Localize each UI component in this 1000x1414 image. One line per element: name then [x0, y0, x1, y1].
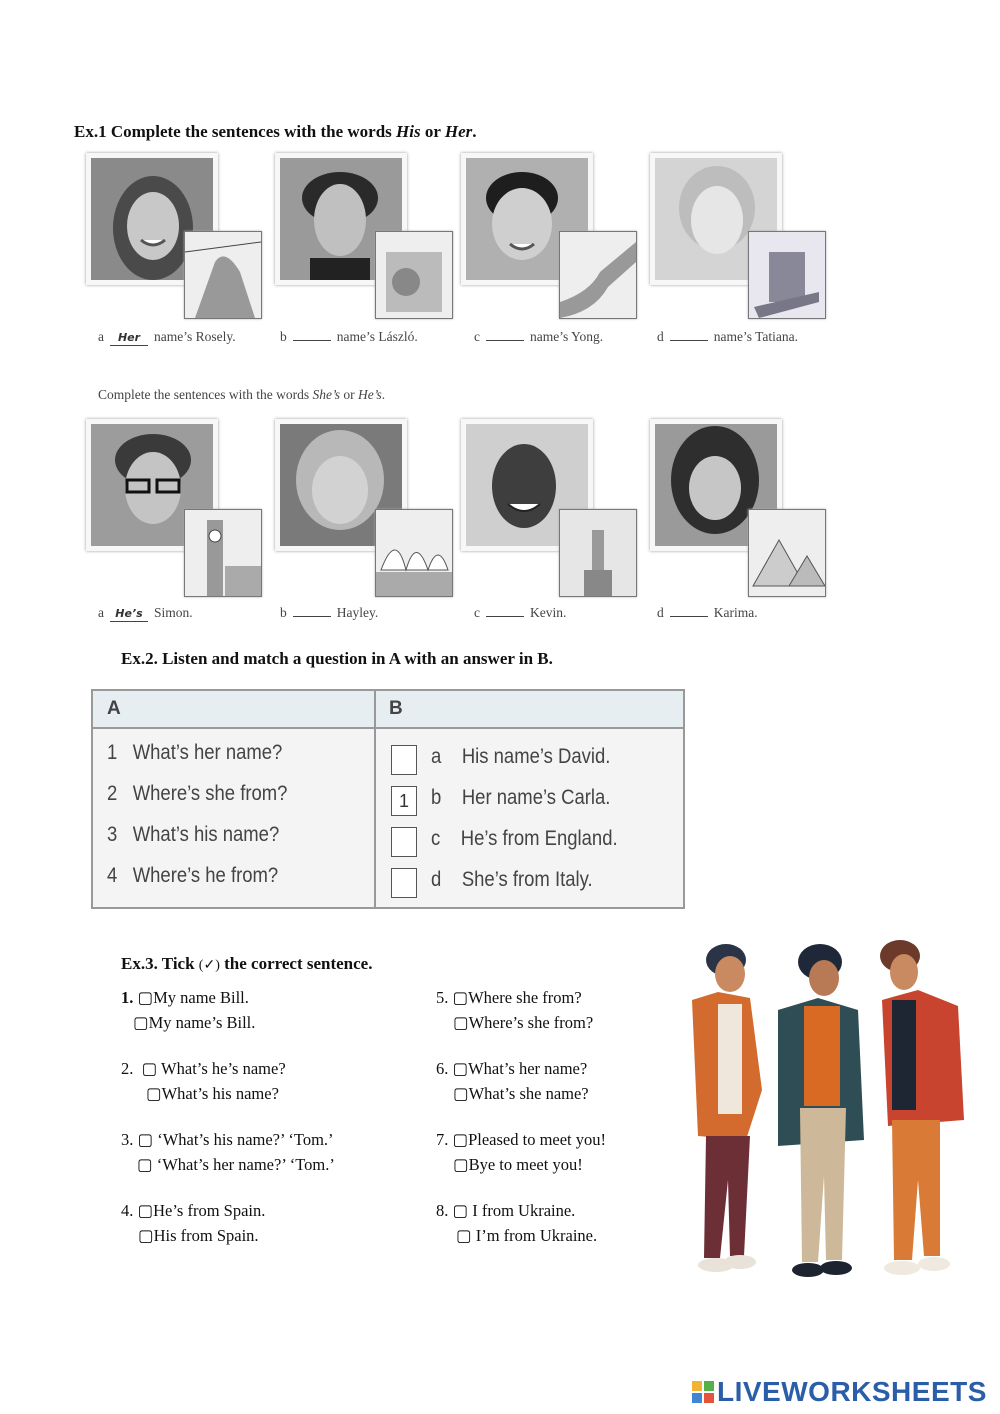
answer-2b[interactable] [293, 616, 331, 617]
sydney-opera-landmark-icon [375, 509, 453, 597]
photo-karima [650, 419, 782, 551]
answer-c: c He’s from England. [431, 827, 618, 850]
answer-box-a[interactable] [391, 745, 417, 775]
ex1-heading: Ex.1 Complete the sentences with the words His or Her. [74, 122, 477, 141]
liveworksheets-logo: LIVEWORKSHEETS [692, 1376, 987, 1408]
column-divider [374, 691, 376, 907]
caption-2a: a He’s Simon. [98, 605, 193, 620]
photo-kevin [461, 419, 593, 551]
answer-box-d[interactable] [391, 868, 417, 898]
statue-of-liberty-landmark-icon [559, 509, 637, 597]
answer-1b[interactable] [293, 340, 331, 341]
answer-a: a His name’s David. [431, 745, 611, 768]
sugarloaf-landmark-icon [184, 231, 262, 319]
ex3-item-5-option-2[interactable]: ▢Where’s she from? [453, 1013, 594, 1032]
liveworksheets-logo-icon [692, 1378, 714, 1400]
caption-1d: d name’s Tatiana. [657, 329, 799, 344]
caption-2d: d Karima. [657, 605, 758, 620]
ex3-item-6-option-1[interactable]: 6. ▢What’s her name? [436, 1059, 588, 1078]
photo-tatiana [650, 153, 782, 285]
three-friends-illustration [678, 940, 978, 1290]
big-ben-landmark-icon [184, 509, 262, 597]
ex3-item-3-option-1[interactable]: 3. ▢ ‘What’s his name?’ ‘Tom.’ [121, 1130, 334, 1149]
table-header [93, 691, 683, 729]
answer-1d[interactable] [670, 340, 708, 341]
statue-landmark-icon [748, 231, 826, 319]
column-b-label: B [389, 698, 403, 719]
photo-simon [86, 419, 218, 551]
caption-1a: a Her name’s Rosely. [98, 329, 236, 344]
ex3-item-1-option-2[interactable]: ▢My name’s Bill. [133, 1013, 256, 1032]
question-4: 4 Where’s he from? [107, 864, 279, 887]
photo-rosely [86, 153, 218, 285]
ex3-item-6-option-2[interactable]: ▢What’s she name? [453, 1084, 589, 1103]
ex3-item-5-option-1[interactable]: 5. ▢Where she from? [436, 988, 582, 1007]
ex3-item-4-option-1[interactable]: 4. ▢He’s from Spain. [121, 1201, 266, 1220]
ex3-item-1-option-1[interactable]: 1. ▢My name Bill. [121, 988, 249, 1007]
ex3-item-2-option-1[interactable]: 2. ▢ What’s he’s name? [121, 1059, 286, 1078]
ex3-item-7-option-1[interactable]: 7. ▢Pleased to meet you! [436, 1130, 607, 1149]
answer-box-b[interactable]: 1 [391, 786, 417, 816]
caption-1b: b name’s László. [280, 329, 418, 344]
answer-1c[interactable] [486, 340, 524, 341]
photo-hayley [275, 419, 407, 551]
match-table [91, 689, 685, 909]
ex3-item-4-option-2[interactable]: ▢His from Spain. [138, 1226, 259, 1245]
answer-box-c[interactable] [391, 827, 417, 857]
caption-1c: c name’s Yong. [474, 329, 604, 344]
column-a-label: A [107, 698, 121, 719]
caption-2c: c Kevin. [474, 605, 567, 620]
ex2-heading: Ex.2. Listen and match a question in A with an answer in B. [121, 649, 553, 668]
great-wall-landmark-icon [559, 231, 637, 319]
ex3-item-2-option-2[interactable]: ▢What’s his name? [146, 1084, 279, 1103]
ex3-item-8-option-1[interactable]: 8. ▢ I from Ukraine. [436, 1201, 576, 1220]
ex3-item-8-option-2[interactable]: ▢ I’m from Ukraine. [456, 1226, 598, 1245]
ex3-item-7-option-2[interactable]: ▢Bye to meet you! [453, 1155, 583, 1174]
ex1-subheading: Complete the sentences with the words She’s or He’s. [98, 387, 386, 402]
caption-2b: b Hayley. [280, 605, 379, 620]
ex3-heading: Ex.3. Tick (✓) the correct sentence. [121, 954, 373, 973]
ex3-item-3-option-2[interactable]: ▢ ‘What’s her name?’ ‘Tom.’ [137, 1155, 335, 1174]
answer-1a[interactable]: Her [110, 329, 148, 346]
answer-2a[interactable]: He’s [110, 605, 148, 622]
question-3: 3 What’s his name? [107, 823, 280, 846]
question-2: 2 Where’s she from? [107, 782, 288, 805]
monument-landmark-icon [375, 231, 453, 319]
photo-laszlo [275, 153, 407, 285]
answer-d: d She’s from Italy. [431, 868, 593, 891]
question-1: 1 What’s her name? [107, 741, 283, 764]
answer-2c[interactable] [486, 616, 524, 617]
pyramids-landmark-icon [748, 509, 826, 597]
answer-b: b Her name’s Carla. [431, 786, 611, 809]
answer-2d[interactable] [670, 616, 708, 617]
photo-yong [461, 153, 593, 285]
